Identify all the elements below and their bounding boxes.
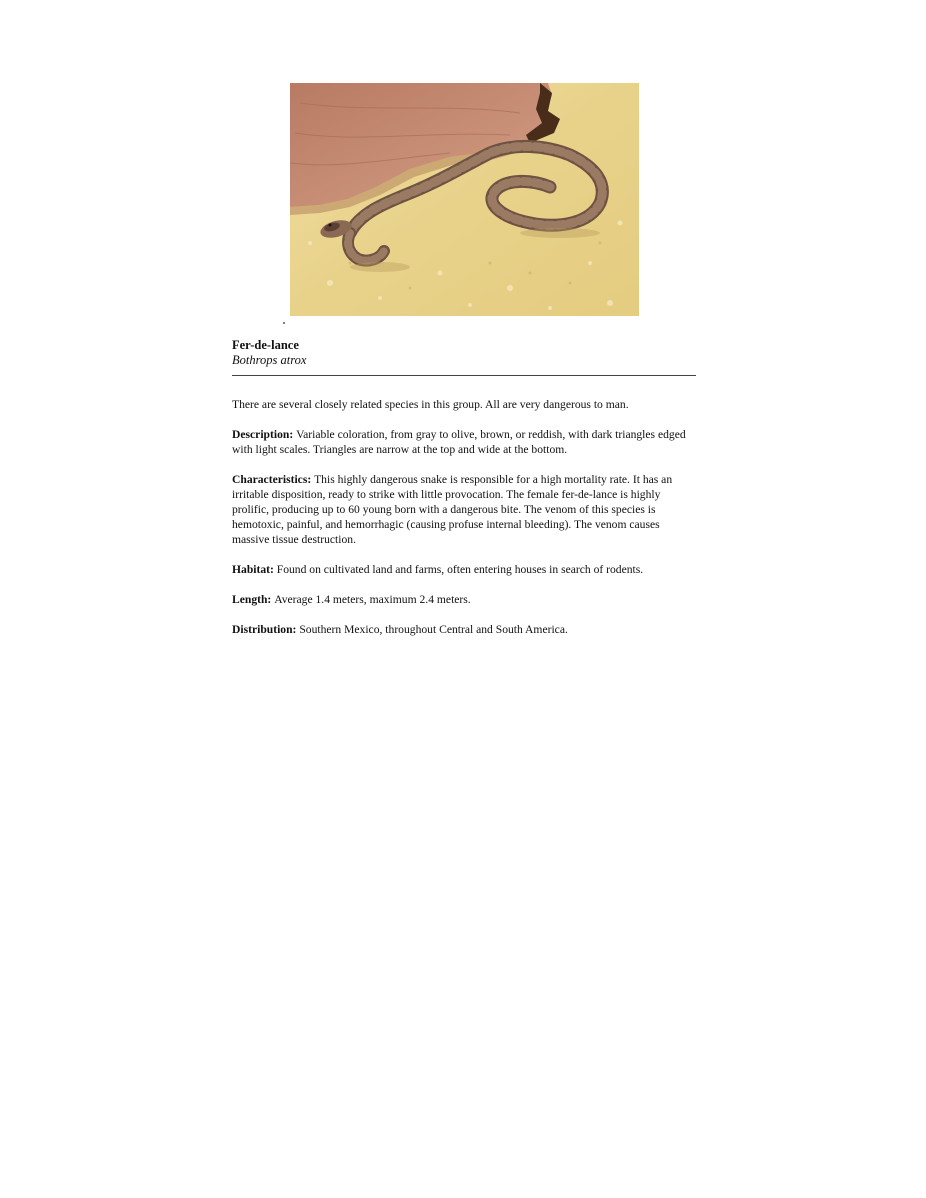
species-description	[232, 397, 698, 652]
intro-paragraph: There are several closely related species in this group. All are very dangerous to man.	[232, 398, 629, 411]
description-text: Variable coloration, from gray to olive, brown, or reddish, with dark triangles edged with light scales. Triangles are narrow at the top and wide at the bottom.	[232, 428, 686, 456]
species-heading	[232, 338, 696, 368]
description-label: Description:	[232, 428, 297, 441]
habitat-label: Habitat:	[232, 563, 277, 576]
description-paragraph	[232, 427, 698, 457]
common-name: Fer-de-lance	[232, 338, 299, 352]
distribution-text: Southern Mexico, throughout Central and South America.	[299, 623, 568, 636]
heading-divider	[232, 375, 696, 376]
snake-photo	[290, 83, 639, 316]
habitat-text: Found on cultivated land and farms, often entering houses in search of rodents.	[276, 563, 644, 576]
characteristics-text: This highly dangerous snake is responsible for a high mortality rate. It has an irritable disposition, ready to strike with little provocation. The female fer-de-lance is highly prolific, producing up to 60 young born with a dangerous bite. The venom of this species is hemotoxic, painful, and hemorrhagic (causing profuse internal bleeding). The venom causes massive tissue destruction.	[232, 473, 673, 546]
characteristics-paragraph	[232, 472, 698, 547]
photo-mark	[283, 322, 285, 324]
scientific-name: Bothrops atrox	[232, 353, 307, 367]
length-text: Average 1.4 meters, maximum 2.4 meters.	[274, 593, 471, 606]
length-paragraph	[232, 592, 698, 607]
length-label: Length:	[232, 593, 275, 606]
distribution-paragraph	[232, 622, 698, 637]
distribution-label: Distribution:	[232, 623, 300, 636]
habitat-paragraph	[232, 562, 698, 577]
characteristics-label: Characteristics:	[232, 473, 315, 486]
